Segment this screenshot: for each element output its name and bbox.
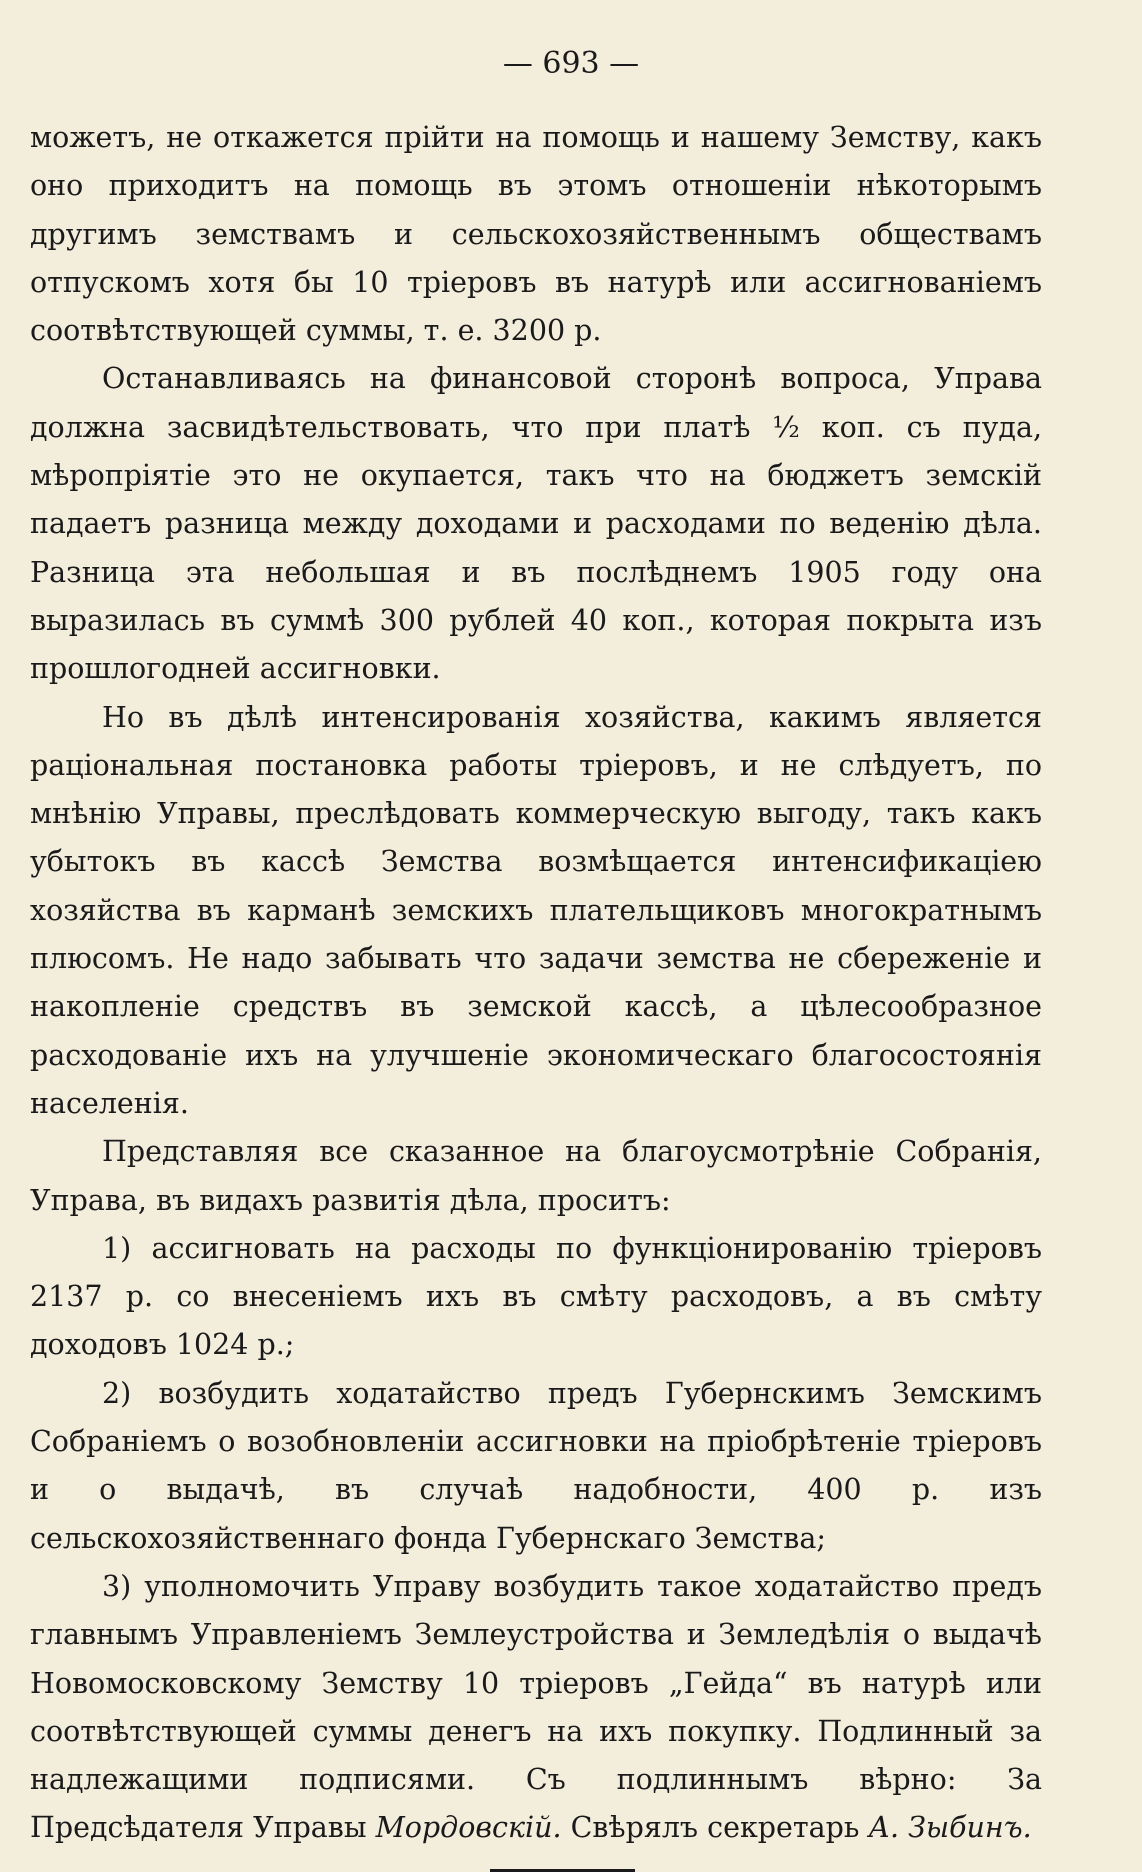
secretary-signature: А. Зыбинъ.	[868, 1811, 1032, 1845]
chair-signature: Мордовскій.	[375, 1811, 562, 1845]
paragraph-1: можетъ, не откажется прійти на помощь и нашему Земству, какъ оно приходитъ на помощь въ этомъ отношеніи нѣкоторымъ другимъ земствамъ и сельскохозяйственнымъ обществамъ отпускомъ хотя бы 10 тріеровъ въ натурѣ или ассигнованіемъ соотвѣтствующей суммы, т. е. 3200 р.	[30, 121, 1042, 348]
paragraph-6-item-2: 2) возбудить ходатайство предъ Губернскимъ Земскимъ Собраніемъ о возобновленіи ассигновки на пріобрѣтеніе тріеровъ и о выдачѣ, въ случаѣ надобности, 400 р. изъ сельскохозяйственнаго фонда Губернскаго Земства;	[30, 1376, 1042, 1555]
paragraph-2: Останавливаясь на финансовой сторонѣ вопроса, Управа должна засвидѣтельствовать, что при платѣ ½ коп. съ пуда, мѣропріятіе это не окупается, такъ что на бюджетъ земскій падаетъ разница между доходами и расходами по веденію дѣла. Разница эта небольшая и въ послѣднемъ 1905 году она выразилась въ суммѣ 300 рублей 40 коп., которая покрыта изъ прошлогодней ассигновки.	[30, 362, 1042, 686]
paragraph-3: Но въ дѣлѣ интенсированія хозяйства, какимъ является раціональная постановка работы тріеровъ, и не слѣдуетъ, по мнѣнію Управы, преслѣдовать коммерческую выгоду, такъ какъ убытокъ въ кассѣ Земства возмѣщается интенсификаціею хозяйства въ карманѣ земскихъ плательщиковъ многократнымъ плюсомъ. Не надо забывать что задачи земства не сбереженіе и накопленіе средствъ въ земской кассѣ, а цѣлесообразное расходованіе ихъ на улучшеніе экономическаго благосостоянія населенія.	[30, 700, 1042, 1120]
paragraph-5-item-1: 1) ассигновать на расходы по функціонированію тріеровъ 2137 р. со внесеніемъ ихъ въ смѣту расходовъ, а въ смѣту доходовъ 1024 р.;	[30, 1231, 1042, 1362]
verified-by-label: Свѣрялъ секретарь	[570, 1811, 860, 1845]
paragraph-4: Представляя все сказанное на благоусмотрѣніе Собранія, Управа, въ видахъ развитія дѣла, проситъ:	[30, 1135, 1042, 1217]
page-number: — 693 —	[502, 46, 640, 81]
paragraph-7-item-3	[30, 1563, 1042, 1853]
item-3-text: 3) уполномочить Управу возбудить такое ходатайство предъ главнымъ Управленіемъ Землеустройства и Земледѣлія о выдачѣ Новомосковскому Земству 10 тріеровъ „Гейда“ въ натурѣ или соотвѣтствующей суммы денегъ на ихъ покупку. Подлинный за надлежащими подписями. Съ подлиннымъ вѣрно: За Предсѣдателя Управы	[30, 1569, 1042, 1845]
end-rule	[490, 1869, 635, 1872]
